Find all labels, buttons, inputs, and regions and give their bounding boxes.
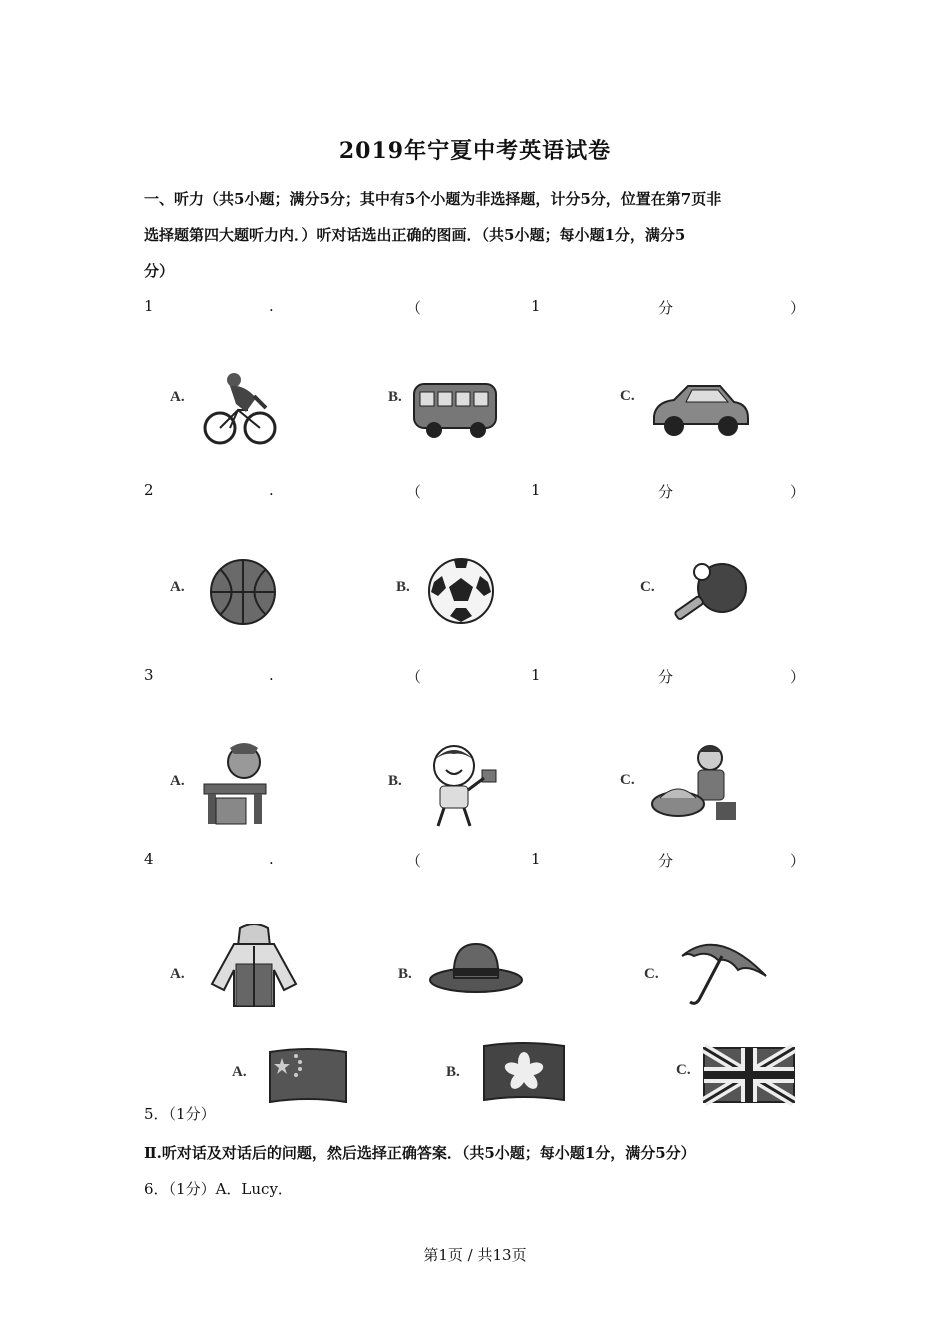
score-unit: 分	[658, 483, 674, 501]
question-2-header	[144, 481, 808, 505]
ping-pong-paddle-icon	[666, 560, 752, 626]
score-close-paren: ）	[790, 299, 806, 317]
question-number: 2	[144, 481, 154, 499]
option-label: A.	[170, 966, 185, 982]
question-1-header	[144, 297, 808, 321]
hat-icon	[428, 938, 524, 996]
option-label: C.	[640, 579, 655, 595]
score-open-paren: （	[406, 299, 422, 317]
option-label: B.	[388, 389, 402, 405]
score-value: 1	[531, 850, 541, 868]
score-close-paren: ）	[790, 852, 806, 870]
section-1-line-1: 一、听力（共5小题；满分5分；其中有5个小题为非选择题，计分5分，位置在第7页非	[144, 190, 722, 208]
score-close-paren: ）	[790, 668, 806, 686]
boy-washing-icon	[650, 740, 746, 830]
section-1-heading	[144, 181, 808, 289]
section-1-line-2: 选择题第四大题听力内．）听对话选出正确的图画．（共5小题；每小题1分，满分5	[144, 226, 686, 244]
score-value: 1	[531, 297, 541, 315]
china-flag-icon	[266, 1046, 350, 1108]
jacket-icon	[204, 924, 304, 1008]
car-icon	[648, 380, 752, 440]
question-number: 3	[144, 666, 154, 684]
option-label: B.	[398, 966, 412, 982]
score-value: 1	[531, 481, 541, 499]
question-6: 6．（1分）A．Lucy．	[144, 1180, 293, 1198]
question-dot: .	[269, 481, 274, 499]
option-label: C.	[620, 772, 635, 788]
basketball-icon	[208, 557, 278, 627]
score-value: 1	[531, 666, 541, 684]
score-unit: 分	[658, 299, 674, 317]
score-unit: 分	[658, 852, 674, 870]
question-3-header	[144, 666, 808, 690]
option-label: B.	[388, 773, 402, 789]
hong-kong-flag-icon	[480, 1040, 568, 1106]
page-title: 2019年宁夏中考英语试卷	[338, 138, 612, 164]
question-5-label: 5．（1分）	[144, 1105, 216, 1123]
option-label: C.	[676, 1062, 691, 1078]
uk-flag-icon	[702, 1044, 796, 1106]
boy-waving-icon	[406, 742, 506, 830]
section-1-line-3: 分）	[144, 262, 175, 280]
soccer-ball-icon	[426, 556, 496, 626]
score-unit: 分	[658, 668, 674, 686]
option-label: A.	[170, 579, 185, 595]
score-open-paren: （	[406, 668, 422, 686]
option-label: A.	[170, 773, 185, 789]
question-dot: .	[269, 850, 274, 868]
page-footer: 第1页 / 共13页	[423, 1246, 527, 1264]
option-label: A.	[232, 1064, 247, 1080]
option-label: C.	[620, 388, 635, 404]
score-close-paren: ）	[790, 483, 806, 501]
option-label: B.	[446, 1064, 460, 1080]
score-open-paren: （	[406, 483, 422, 501]
option-label: A.	[170, 389, 185, 405]
question-number: 4	[144, 850, 154, 868]
school-bus-icon	[412, 376, 498, 440]
cyclist-icon	[200, 370, 280, 448]
section-2-heading: Ⅱ.听对话及对话后的问题，然后选择正确答案．（共5小题；每小题1分，满分5分）	[144, 1144, 696, 1162]
boy-at-desk-icon	[198, 740, 272, 830]
question-dot: .	[269, 297, 274, 315]
question-4-header	[144, 850, 808, 874]
question-dot: .	[269, 666, 274, 684]
umbrella-icon	[678, 934, 770, 1008]
score-open-paren: （	[406, 852, 422, 870]
option-label: B.	[396, 579, 410, 595]
option-label: C.	[644, 966, 659, 982]
question-number: 1	[144, 297, 154, 315]
